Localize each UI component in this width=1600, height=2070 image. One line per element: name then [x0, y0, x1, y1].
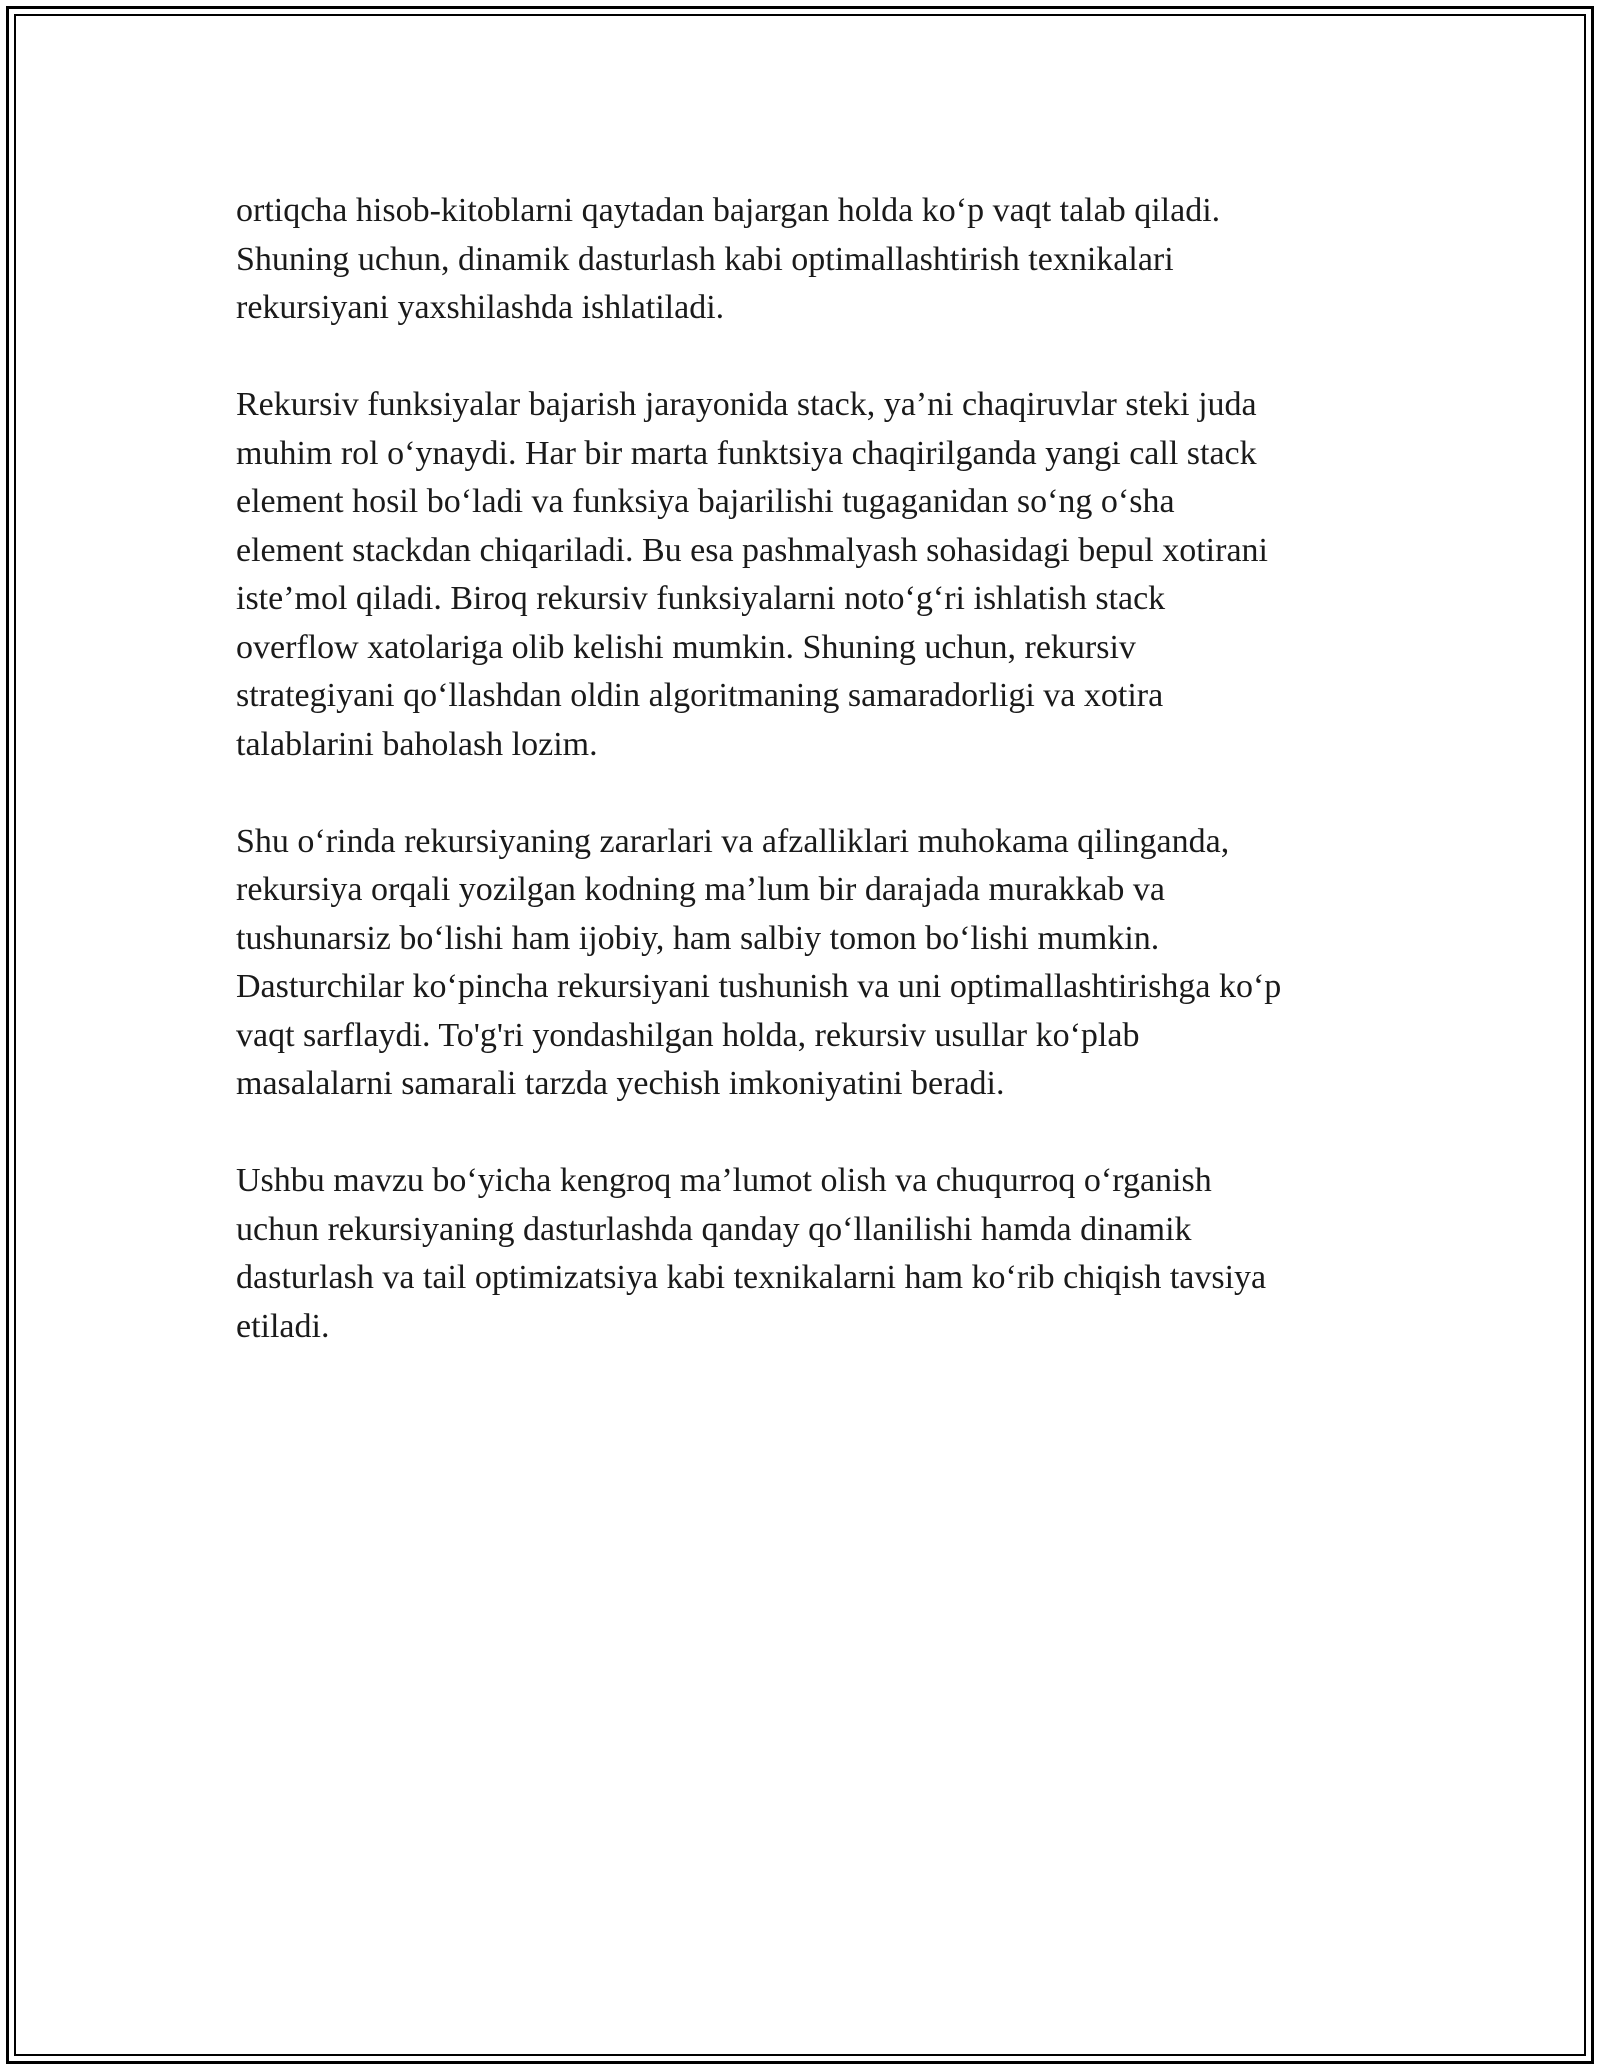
- text-line: rekursiyani yaxshilashda ishlatiladi.: [236, 289, 725, 326]
- text-line: rekursiya orqali yozilgan kodning ma’lum bir darajada murakkab va: [236, 871, 1166, 908]
- text-line: Shuning uchun, dinamik dasturlash kabi optimallashtirish texnikalari: [236, 240, 1174, 278]
- text-line: muhim rol o‘ynaydi. Har bir marta funktsiya chaqirilganda yangi call stack: [236, 434, 1257, 472]
- text-line: tushunarsiz bo‘lishi ham ijobiy, ham salbiy tomon bo‘lishi mumkin.: [236, 919, 1160, 957]
- text-line: element hosil bo‘ladi va funksiya bajarilishi tugaganidan so‘ng o‘sha: [236, 483, 1175, 520]
- text-line: overflow xatolariga olib kelishi mumkin. Shuning uchun, rekursiv: [236, 628, 1136, 666]
- text-line: Rekursiv funksiyalar bajarish jarayonida stack, ya’ni chaqiruvlar steki juda: [236, 386, 1257, 423]
- text-line: element stackdan chiqariladi. Bu esa pashmalyash sohasidagi bepul xotirani: [236, 531, 1268, 569]
- text-line: talablarini baholash lozim.: [236, 725, 598, 763]
- text-line: iste’mol qiladi. Biroq rekursiv funksiyalarni noto‘g‘ri ishlatish stack: [236, 580, 1166, 617]
- text-line: Dasturchilar ko‘pincha rekursiyani tushunish va uni optimallashtirishga ko‘p: [236, 968, 1282, 1005]
- text-line: ortiqcha hisob-kitoblarni qaytadan bajargan holda ko‘p vaqt talab qiladi.: [236, 192, 1221, 229]
- text-line: vaqt sarflaydi. To'g'ri yondashilgan holda, rekursiv usullar ko‘plab: [236, 1016, 1140, 1054]
- text-line: masalalarni samarali tarzda yechish imkoniyatini beradi.: [236, 1065, 1005, 1102]
- text-line: etiladi.: [236, 1307, 330, 1345]
- paragraph-4: [236, 1157, 1396, 1351]
- paragraph-3: [236, 818, 1396, 1109]
- paragraph-1: [236, 187, 1396, 333]
- text-line: Shu o‘rinda rekursiyaning zararlari va afzalliklari muhokama qilinganda,: [236, 822, 1230, 860]
- text-line: dasturlash va tail optimizatsiya kabi texnikalarni ham ko‘rib chiqish tavsiya: [236, 1259, 1267, 1296]
- paragraph-2: [236, 381, 1396, 769]
- text-line: uchun rekursiyaning dasturlashda qanday qo‘llanilishi hamda dinamik: [236, 1210, 1192, 1248]
- document-body: [236, 187, 1396, 1351]
- text-line: Ushbu mavzu bo‘yicha kengroq ma’lumot olish va chuqurroq o‘rganish: [236, 1162, 1212, 1199]
- text-line: strategiyani qo‘llashdan oldin algoritmaning samaradorligi va xotira: [236, 677, 1164, 714]
